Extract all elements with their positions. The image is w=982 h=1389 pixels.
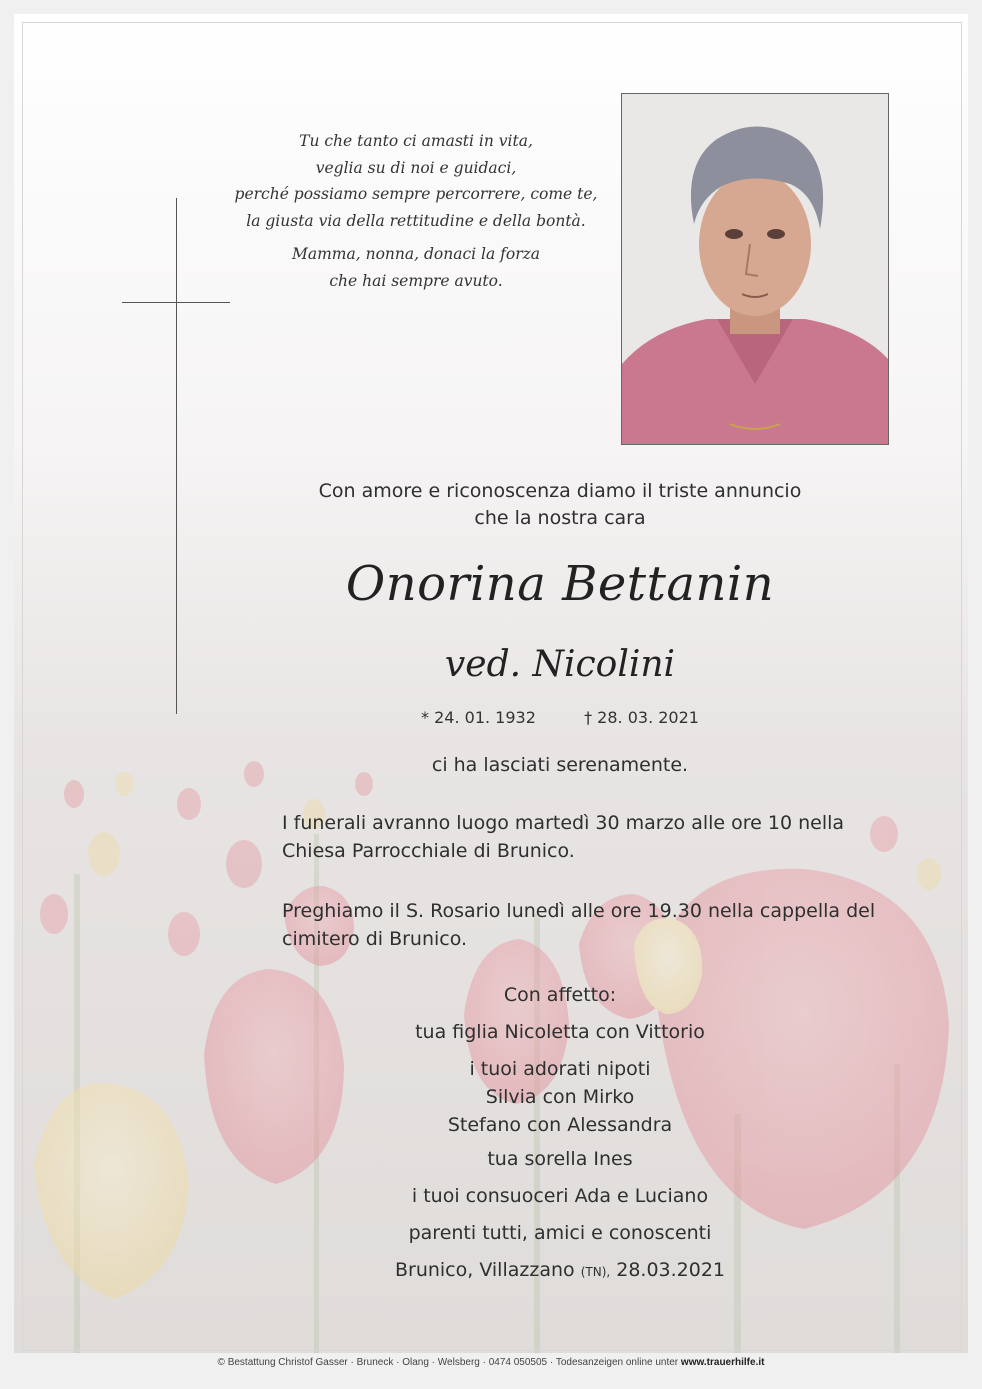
poem-line: la giusta via della rettitudine e della bontà. [246, 211, 586, 230]
date: 28.03.2021 [616, 1259, 726, 1281]
cross-horizontal [122, 302, 230, 303]
footer [0, 1357, 982, 1368]
deceased-name: Onorina Bettanin [345, 556, 775, 612]
announcement-line: che la nostra cara [474, 507, 646, 529]
portrait-photo [621, 93, 889, 445]
death-date: † 28. 03. 2021 [584, 708, 699, 727]
mourner-grandchildren-title: i tuoi adorati nipoti [469, 1058, 651, 1080]
footer-website-link[interactable]: www.trauerhilfe.it [680, 1357, 765, 1368]
mourner-in-laws: i tuoi consuoceri Ada e Luciano [411, 1185, 709, 1207]
poem-line: Mamma, nonna, donaci la forza [291, 245, 541, 263]
mourner-daughter: tua figlia Nicoletta con Vittorio [415, 1021, 705, 1043]
funeral-line: Chiesa Parrocchiale di Brunico. [282, 840, 575, 862]
funeral-line: I funerali avranno luogo martedì 30 marzo alle ore 10 nella [282, 812, 845, 834]
poem-line: che hai sempre avuto. [329, 271, 503, 290]
poem-line: veglia su di noi e guidaci, [315, 158, 517, 177]
cross-vertical [176, 198, 177, 714]
mourner-grandchild: Stefano con Alessandra [447, 1114, 673, 1136]
poem-line: Tu che tanto ci amasti in vita, [299, 132, 533, 150]
mourners [250, 981, 870, 1286]
region: (TN), [580, 1265, 611, 1279]
passed-away-text: ci ha lasciati serenamente. [431, 754, 689, 776]
mourners-intro: Con affetto: [503, 984, 617, 1006]
rosary-line: Preghiamo il S. Rosario lunedì alle ore 19.30 nella cappella del [282, 900, 876, 922]
life-dates [250, 708, 870, 727]
poem [228, 128, 604, 294]
birth-date: * 24. 01. 1932 [421, 708, 536, 727]
rosary-line: cimitero di Brunico. [282, 928, 468, 950]
portrait-image [622, 94, 888, 444]
funeral-info [282, 809, 902, 865]
place-date [250, 1256, 870, 1286]
announcement [250, 478, 870, 532]
rosary-info [282, 897, 902, 953]
footer-text: © Bestattung Christof Gasser · Bruneck · Olang · Welsberg · 0474 050505 · Todesanzeigen online unter [217, 1357, 679, 1368]
poem-line: perché possiamo sempre percorrere, come te, [234, 185, 598, 203]
place: Brunico, Villazzano [394, 1259, 575, 1281]
mourner-others: parenti tutti, amici e conoscenti [408, 1222, 712, 1244]
mourner-grandchild: Silvia con Mirko [485, 1086, 635, 1108]
announcement-line: Con amore e riconoscenza diamo il triste annuncio [318, 480, 802, 502]
mourner-sister: tua sorella Ines [487, 1148, 633, 1170]
married-name: ved. Nicolini [444, 644, 676, 685]
